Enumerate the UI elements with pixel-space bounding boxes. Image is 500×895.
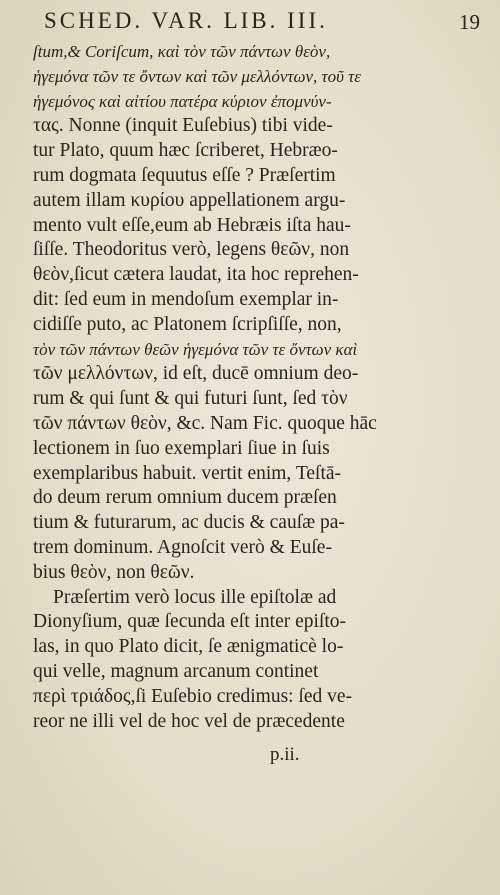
text-line: dit: ſed eum in mendoſum exemplar in- bbox=[33, 288, 339, 310]
text-line: las, in quo Plato dicit, ſe ænigmaticè lo- bbox=[33, 636, 344, 658]
text-line: περὶ τριάδος,ſi Euſebio credimus: ſed ve- bbox=[33, 685, 353, 707]
paragraph-start-line: Præſertim verò locus ille epiſtolæ ad bbox=[53, 586, 337, 608]
text-line: Dionyſium, quæ ſecunda eſt inter epiſto- bbox=[33, 611, 347, 633]
text-line: ſtum,& Coriſcum, καὶ τὸν τῶν πάντων θεὸν, bbox=[33, 42, 331, 61]
text-line: reor ne illi vel de hoc vel de præcedente bbox=[33, 710, 345, 732]
text-line: do deum rerum omnium ducem præſen bbox=[33, 487, 337, 509]
text-line: τῶν μελλόντων, id eſt, ducē omnium deo- bbox=[33, 363, 359, 385]
text-line: τας. Nonne (inquit Euſebius) tibi vide- bbox=[33, 115, 333, 137]
text-line: tium & futurarum, ac ducis & cauſæ pa- bbox=[33, 512, 345, 534]
signature-mark: p.ii. bbox=[270, 744, 300, 765]
text-line: rum dogmata ſequutus eſſe ? Præſertim bbox=[33, 164, 336, 186]
page-number: 19 bbox=[459, 10, 480, 34]
text-line: ſiſſe. Theodoritus verò, legens θεῶν, non bbox=[33, 239, 350, 261]
text-line: autem illam κυρίου appellationem argu- bbox=[33, 189, 346, 211]
text-line: lectionem in ſuo exemplari ſiue in ſuis bbox=[33, 437, 330, 459]
running-head: SCHED. VAR. LIB. III. bbox=[44, 8, 328, 33]
text-line: mento vult eſſe,eum ab Hebræis iſta hau- bbox=[33, 214, 351, 236]
text-line: ἡγεμόνα τῶν τε ὄντων καὶ τῶν μελλόντων, τοῦ τε bbox=[33, 66, 361, 86]
text-line: qui velle, magnum arcanum continet bbox=[33, 660, 319, 682]
page-header bbox=[28, 6, 484, 36]
text-line: θεὸν,ſicut cætera laudat, ita hoc reprehen- bbox=[33, 264, 359, 286]
text-line: trem dominum. Agnoſcit verò & Euſe- bbox=[33, 536, 332, 558]
text-line: τὸν τῶν πάντων θεῶν ἡγεμόνα τῶν τε ὄντων καὶ bbox=[33, 339, 358, 359]
text-line: rum & qui ſunt & qui futuri ſunt, ſed τὸν bbox=[33, 388, 348, 410]
text-line: τῶν πάντων θεὸν, &c. Nam Fic. quoque hāc bbox=[33, 412, 377, 434]
text-line: ἡγεμόνος καὶ αἰτίου πατέρα κύριον ἐπομνύν- bbox=[33, 91, 332, 111]
text-line: tur Plato, quum hæc ſcriberet, Hebræo- bbox=[33, 140, 338, 162]
text-line: exemplaribus habuit. vertit enim, Teſtā- bbox=[33, 462, 342, 484]
text-line: cidiſſe puto, ac Platonem ſcripſiſſe, non, bbox=[33, 313, 342, 335]
text-line: bius θεὸν, non θεῶν. bbox=[33, 561, 195, 583]
text-block bbox=[33, 40, 473, 785]
